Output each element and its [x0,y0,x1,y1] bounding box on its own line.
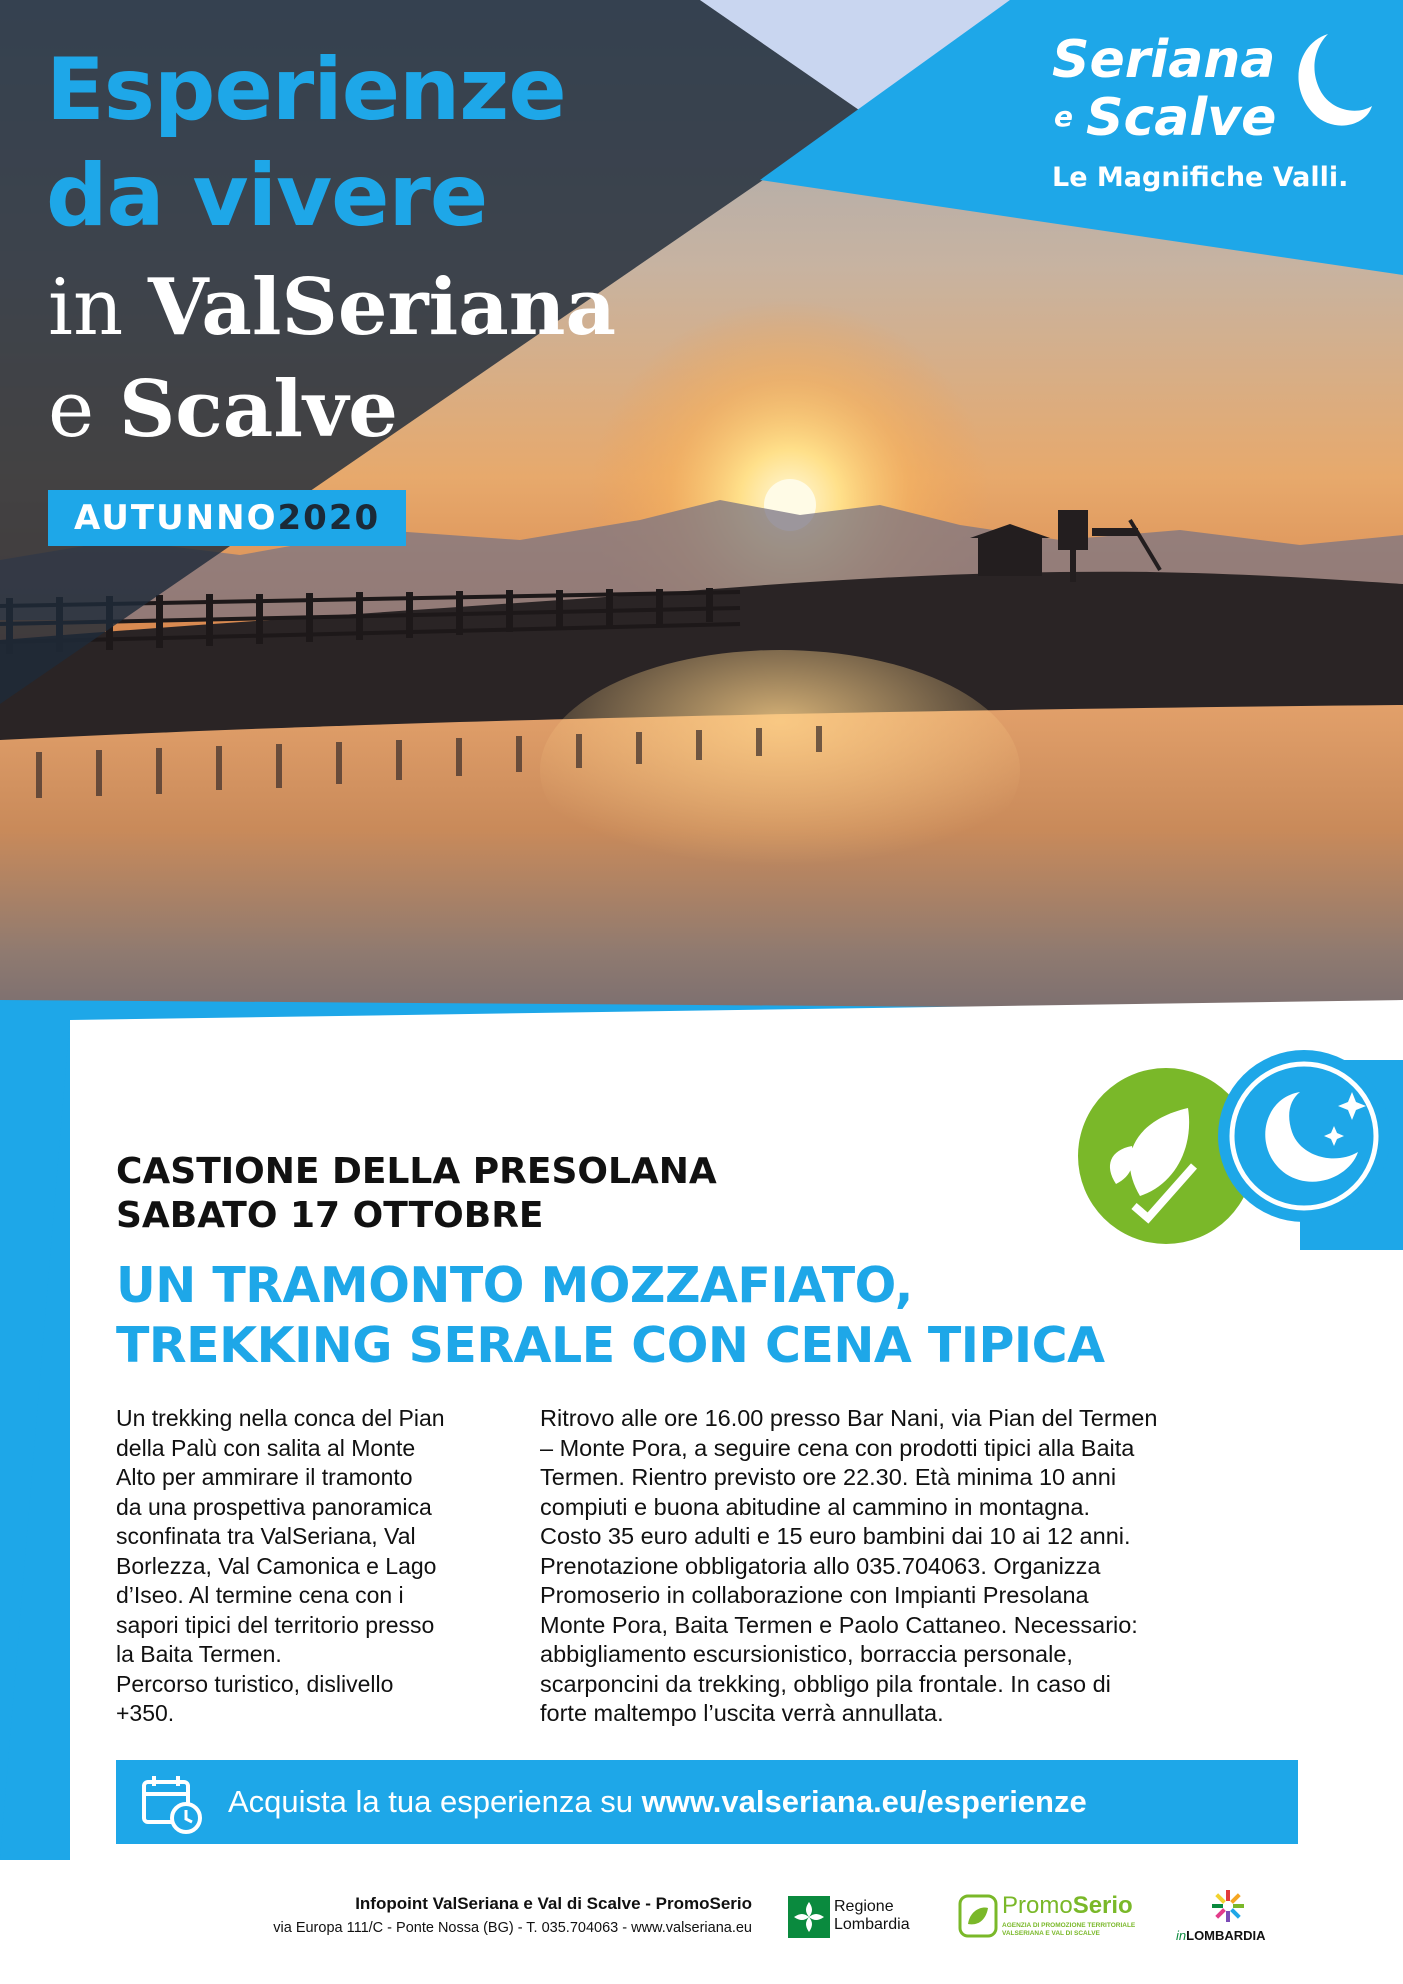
details-line: Monte Pora, Baita Termen e Paolo Cattaneo. Necessario: [540,1611,1138,1638]
description-line: sconfinata tra ValSeriana, Val [116,1523,416,1549]
promoserio-logo-icon [958,1894,998,1938]
details-line: – Monte Pora, a seguire cena con prodotti tipici alla Baita [540,1434,1135,1461]
details-line: abbigliamento escursionistico, borraccia personale, [540,1641,1073,1667]
event-location: CASTIONE DELLA PRESOLANA [116,1151,717,1192]
details-line: Costo 35 euro adulti e 15 euro bambini dai 10 ai 12 anni. [540,1523,1131,1549]
inlombardia-logo-text [1176,1928,1266,1943]
promoserio-b: Serio [1072,1892,1133,1919]
title-line-3 [48,260,616,356]
inlombardia-logo-icon [1210,1888,1246,1924]
promoserio-sub-1: AGENZIA DI PROMOZIONE TERRITORIALE [1002,1922,1136,1929]
event-headline-line-2: TREKKING SERALE CON CENA TIPICA [116,1317,1105,1374]
title-line-4-bold: Scalve [118,364,398,455]
description-line: della Palù con salita al Monte [116,1434,416,1461]
brand-logo-e: e [1054,100,1073,133]
event-date: SABATO 17 OTTOBRE [116,1195,544,1236]
promoserio-a: Promo [1002,1892,1073,1919]
details-line: Ritrovo alle ore 16.00 presso Bar Nani, via Pian del Termen [540,1405,1158,1431]
footer-address: via Europa 111/C - Ponte Nossa (BG) - T. 035.704063 - www.valseriana.eu [273,1920,752,1936]
cta-text [228,1784,1087,1820]
regione-lombardia-logo-icon [788,1896,830,1938]
event-headline-line-1: UN TRAMONTO MOZZAFIATO, [116,1257,913,1314]
title-line-2: da vivere [46,146,488,246]
brand-moon-fox-icon [1282,30,1374,140]
event-description [116,1404,496,1729]
description-line: da una prospettiva panoramica [116,1493,432,1520]
cta-prefix: Acquista la tua esperienza su [228,1784,642,1819]
season-year: 2020 [277,498,381,538]
inlombardia-name: LOMBARDIA [1186,1928,1266,1943]
event-headline [116,1256,1105,1376]
brand-logo-line-1: Seriana [1052,30,1276,90]
title-line-4-prefix: e [48,365,119,455]
promoserio-subtitle [1002,1922,1135,1938]
inlombardia-in: in [1176,1928,1187,1943]
title-line-4 [48,362,398,458]
calendar-clock-icon [140,1772,204,1836]
promoserio-logo-text [1002,1892,1133,1920]
description-line: +350. [116,1700,175,1726]
season-badge [48,490,406,546]
brand-tagline: Le Magnifiche Valli. [1052,162,1349,193]
description-line: Percorso turistico, dislivello [116,1670,394,1697]
season-label: AUTUNNO [74,498,278,538]
description-line: la Baita Termen. [116,1641,282,1667]
brand-logo-line-2: Scalve [1086,88,1277,148]
title-line-3-prefix: in [48,263,148,353]
description-line: Borlezza, Val Camonica e Lago [116,1552,437,1579]
regione-lombardia-logo-text [834,1898,910,1934]
details-line: compiuti e buona abitudine al cammino in montagna. [540,1493,1090,1520]
description-line: d’Iseo. Al termine cena con i [116,1582,404,1608]
details-line: Prenotazione obbligatoria allo 035.704063. Organizza [540,1552,1101,1579]
footer-infopoint: Infopoint ValSeriana e Val di Scalve - PromoSerio [355,1894,752,1913]
description-line: sapori tipici del territorio presso [116,1611,435,1638]
description-line: Alto per ammirare il tramonto [116,1464,413,1490]
event-details [540,1404,1300,1729]
title-line-1: Esperienze [46,40,566,140]
cta-link[interactable]: www.valseriana.eu/esperienze [641,1784,1087,1819]
details-line: Promoserio in collaborazione con Impianti Presolana [540,1582,1089,1608]
details-line: Termen. Rientro previsto ore 22.30. Età minima 10 anni [540,1464,1117,1490]
details-line: forte maltempo l’uscita verrà annullata. [540,1700,944,1726]
moon-stars-icon [1216,1048,1392,1224]
description-line: Un trekking nella conca del Pian [116,1405,445,1431]
event-location-date [116,1150,717,1238]
details-line: scarponcini da trekking, obbligo pila frontale. In caso di [540,1670,1111,1697]
promoserio-sub-2: VALSERIANA E VAL DI SCALVE [1002,1930,1100,1937]
regione-text: Regione [834,1898,894,1915]
title-line-3-bold: ValSeriana [147,262,616,353]
lombardia-text: Lombardia [834,1916,910,1933]
